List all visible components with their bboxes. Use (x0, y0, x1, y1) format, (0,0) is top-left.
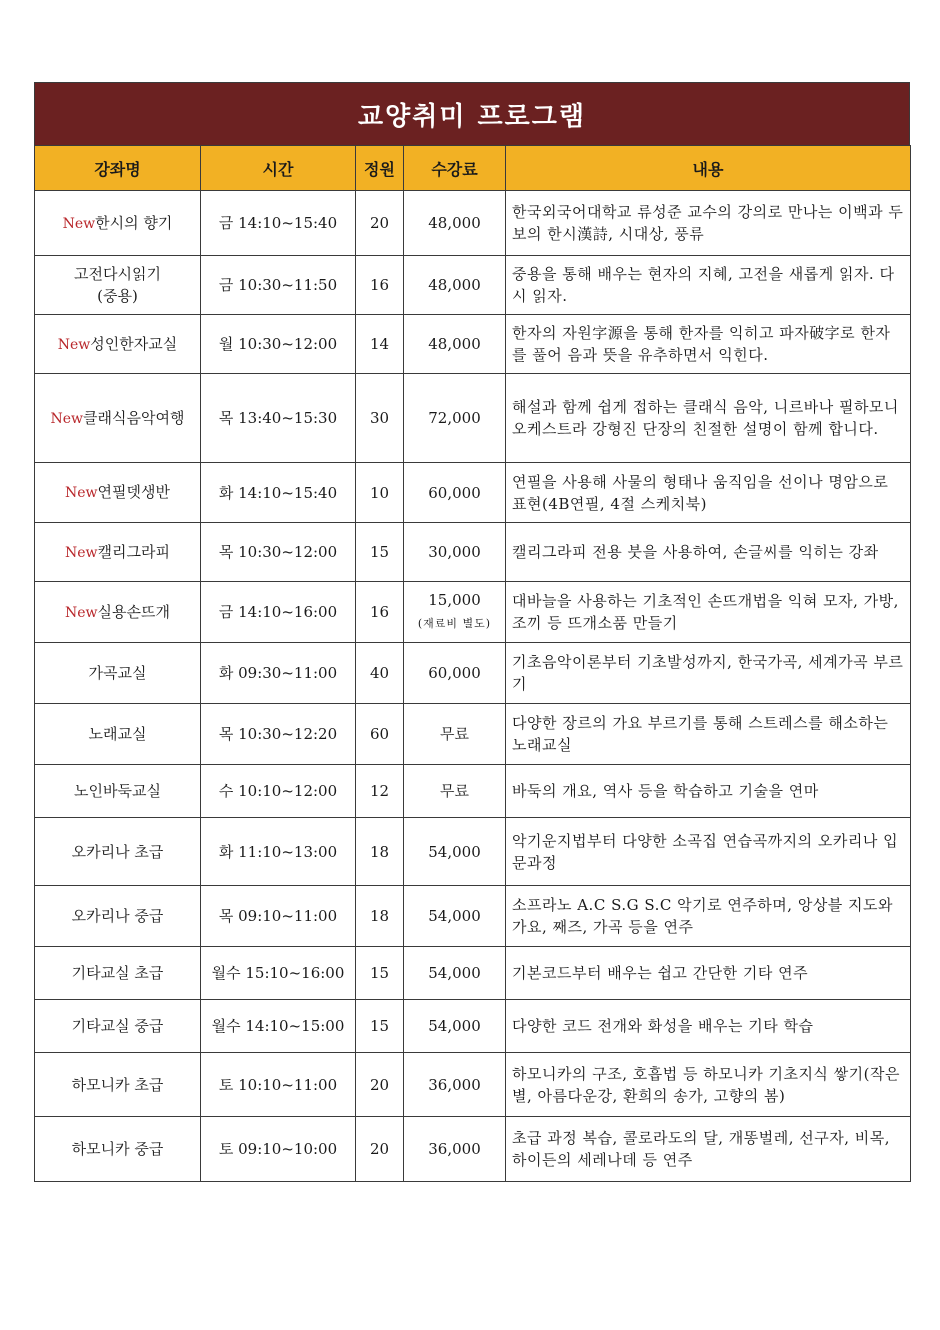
course-name: 실용손뜨개 (97, 602, 170, 621)
table-row (35, 315, 911, 374)
table-row (35, 643, 911, 704)
fee-value: 54,000 (428, 907, 481, 925)
time-cell: 월수 14:10~15:00 (201, 1000, 356, 1053)
description-cell: 바둑의 개요, 역사 등을 학습하고 기술을 연마 (506, 765, 911, 818)
fee-cell (404, 886, 506, 947)
time-cell: 월수 15:10~16:00 (201, 947, 356, 1000)
time-cell: 목 09:10~11:00 (201, 886, 356, 947)
capacity-cell: 15 (356, 1000, 404, 1053)
course-name-cell (35, 818, 201, 886)
time-cell: 금 10:30~11:50 (201, 256, 356, 315)
fee-value: 54,000 (428, 964, 481, 982)
fee-cell (404, 765, 506, 818)
fee-cell (404, 463, 506, 523)
table-row (35, 463, 911, 523)
time-cell: 수 10:10~12:00 (201, 765, 356, 818)
description-cell: 한국외국어대학교 류성준 교수의 강의로 만나는 이백과 두보의 한시漢詩, 시대상, 풍류 (506, 191, 911, 256)
header-capacity: 정원 (356, 146, 404, 191)
course-name: 클래식음악여행 (83, 408, 185, 427)
course-name-cell (35, 523, 201, 582)
fee-cell (404, 523, 506, 582)
course-name-cell (35, 886, 201, 947)
fee-value: 무료 (440, 725, 469, 743)
course-name: 기타교실 중급 (71, 1017, 164, 1035)
time-cell: 월 10:30~12:00 (201, 315, 356, 374)
fee-value: 15,000 (428, 591, 481, 609)
fee-cell (404, 947, 506, 1000)
header-course-name: 강좌명 (35, 146, 201, 191)
fee-value: 30,000 (428, 543, 481, 561)
fee-value: 36,000 (428, 1140, 481, 1158)
capacity-cell: 14 (356, 315, 404, 374)
time-cell: 목 10:30~12:20 (201, 704, 356, 765)
header-time: 시간 (201, 146, 356, 191)
course-name-cell (35, 947, 201, 1000)
fee-value: 60,000 (428, 664, 481, 682)
table-row (35, 947, 911, 1000)
description-cell: 초급 과정 복습, 콜로라도의 달, 개똥벌레, 선구자, 비목, 하이든의 세레나데 등 연주 (506, 1117, 911, 1182)
description-cell: 해설과 함께 쉽게 접하는 클래식 음악, 니르바나 필하모니 오케스트라 강형진 단장의 친절한 설명이 함께 합니다. (506, 374, 911, 463)
capacity-cell: 18 (356, 818, 404, 886)
course-name: 노인바둑교실 (74, 782, 161, 800)
description-cell: 대바늘을 사용하는 기초적인 손뜨개법을 익혀 모자, 가방, 조끼 등 뜨개소품 만들기 (506, 582, 911, 643)
table-row (35, 374, 911, 463)
capacity-cell: 16 (356, 256, 404, 315)
fee-value: 48,000 (428, 214, 481, 232)
course-name-cell (35, 191, 201, 256)
new-badge: New (65, 544, 98, 561)
course-name: 오카리나 중급 (71, 907, 164, 925)
time-cell: 화 09:30~11:00 (201, 643, 356, 704)
fee-cell (404, 643, 506, 704)
course-name: 가곡교실 (88, 664, 147, 682)
fee-cell (404, 1117, 506, 1182)
course-name: 하모니카 초급 (71, 1075, 164, 1094)
table-row (35, 765, 911, 818)
table-row (35, 1000, 911, 1053)
capacity-cell: 16 (356, 582, 404, 643)
fee-value: 72,000 (428, 409, 481, 427)
course-name-cell (35, 765, 201, 818)
description-cell: 기본코드부터 배우는 쉽고 간단한 기타 연주 (506, 947, 911, 1000)
course-name: 고전다시읽기 (74, 265, 161, 283)
table-body (35, 191, 911, 1182)
table-row (35, 704, 911, 765)
capacity-cell: 15 (356, 947, 404, 1000)
header-fee: 수강료 (404, 146, 506, 191)
new-badge: New (50, 410, 84, 427)
fee-value: 48,000 (428, 276, 481, 294)
course-name-cell (35, 463, 201, 523)
fee-cell (404, 191, 506, 256)
fee-value: 48,000 (428, 335, 481, 353)
course-name-cell (35, 1117, 201, 1182)
capacity-cell: 20 (356, 1117, 404, 1182)
time-cell: 목 13:40~15:30 (201, 374, 356, 463)
description-cell: 중용을 통해 배우는 현자의 지혜, 고전을 새롭게 읽자. 다시 읽자. (506, 256, 911, 315)
course-name: 한시의 향기 (95, 213, 173, 232)
course-name: 캘리그라피 (97, 542, 170, 561)
course-name: 오카리나 초급 (71, 842, 164, 861)
new-badge: New (65, 604, 98, 621)
program-table (34, 145, 911, 1182)
table-row (35, 1053, 911, 1117)
course-name-cell (35, 315, 201, 374)
header-description: 내용 (506, 146, 911, 191)
time-cell: 목 10:30~12:00 (201, 523, 356, 582)
course-name-cell (35, 1000, 201, 1053)
capacity-cell: 12 (356, 765, 404, 818)
description-cell: 하모니카의 구조, 호흡법 등 하모니카 기초지식 쌓기(작은별, 아름다운강, 환희의 송가, 고향의 봄) (506, 1053, 911, 1117)
time-cell: 토 10:10~11:00 (201, 1053, 356, 1117)
course-name-cell (35, 256, 201, 315)
table-row (35, 1117, 911, 1182)
capacity-cell: 60 (356, 704, 404, 765)
fee-value: 무료 (440, 782, 469, 800)
course-name-cell (35, 1053, 201, 1117)
program-sheet (34, 82, 910, 1182)
time-cell: 금 14:10~16:00 (201, 582, 356, 643)
course-name-cell (35, 704, 201, 765)
description-cell: 다양한 코드 전개와 화성을 배우는 기타 학습 (506, 1000, 911, 1053)
course-name-sub: (중용) (97, 287, 138, 305)
course-name-cell (35, 643, 201, 704)
course-name: 기타교실 초급 (71, 964, 164, 982)
course-name-cell (35, 374, 201, 463)
title-bar (34, 82, 910, 145)
capacity-cell: 18 (356, 886, 404, 947)
description-cell: 소프라노 A.C S.G S.C 악기로 연주하며, 앙상블 지도와 가요, 째즈, 가곡 등을 연주 (506, 886, 911, 947)
new-badge: New (65, 485, 98, 501)
course-name: 하모니카 중급 (71, 1140, 164, 1158)
capacity-cell: 10 (356, 463, 404, 523)
capacity-cell: 15 (356, 523, 404, 582)
header-row (35, 146, 911, 191)
description-cell: 악기운지법부터 다양한 소곡집 연습곡까지의 오카리나 입문과정 (506, 818, 911, 886)
table-row (35, 818, 911, 886)
time-cell: 토 09:10~10:00 (201, 1117, 356, 1182)
fee-value: 54,000 (428, 842, 481, 861)
capacity-cell: 40 (356, 643, 404, 704)
fee-cell (404, 818, 506, 886)
table-row (35, 886, 911, 947)
description-cell: 연필을 사용해 사물의 형태나 움직임을 선이나 명암으로 표현(4B연필, 4절 스케치북) (506, 463, 911, 523)
fee-cell (404, 374, 506, 463)
fee-note: (재료비 별도) (417, 617, 492, 630)
course-name: 성인한자교실 (90, 334, 178, 353)
fee-cell (404, 1053, 506, 1117)
description-cell: 기초음악이론부터 기초발성까지, 한국가곡, 세계가곡 부르기 (506, 643, 911, 704)
fee-cell (404, 315, 506, 374)
description-cell: 다양한 장르의 가요 부르기를 통해 스트레스를 해소하는 노래교실 (506, 704, 911, 765)
course-name: 노래교실 (88, 725, 147, 743)
time-cell: 화 14:10~15:40 (201, 463, 356, 523)
new-badge: New (62, 215, 96, 232)
fee-value: 36,000 (428, 1075, 481, 1094)
fee-value: 60,000 (428, 483, 481, 502)
table-row (35, 582, 911, 643)
capacity-cell: 20 (356, 1053, 404, 1117)
fee-cell (404, 256, 506, 315)
table-row (35, 256, 911, 315)
time-cell: 금 14:10~15:40 (201, 191, 356, 256)
fee-cell (404, 582, 506, 643)
fee-value: 54,000 (428, 1017, 481, 1035)
capacity-cell: 30 (356, 374, 404, 463)
description-cell: 캘리그라피 전용 붓을 사용하여, 손글씨를 익히는 강좌 (506, 523, 911, 582)
table-row (35, 191, 911, 256)
course-name-cell (35, 582, 201, 643)
table-row (35, 523, 911, 582)
fee-cell (404, 704, 506, 765)
fee-cell (404, 1000, 506, 1053)
new-badge: New (57, 336, 91, 353)
description-cell: 한자의 자원字源을 통해 한자를 익히고 파자破字로 한자를 풀어 음과 뜻을 유추하면서 익힌다. (506, 315, 911, 374)
time-cell: 화 11:10~13:00 (201, 818, 356, 886)
page-title: 교양취미 프로그램 (358, 101, 586, 132)
capacity-cell: 20 (356, 191, 404, 256)
course-name: 연필뎃생반 (97, 483, 170, 501)
